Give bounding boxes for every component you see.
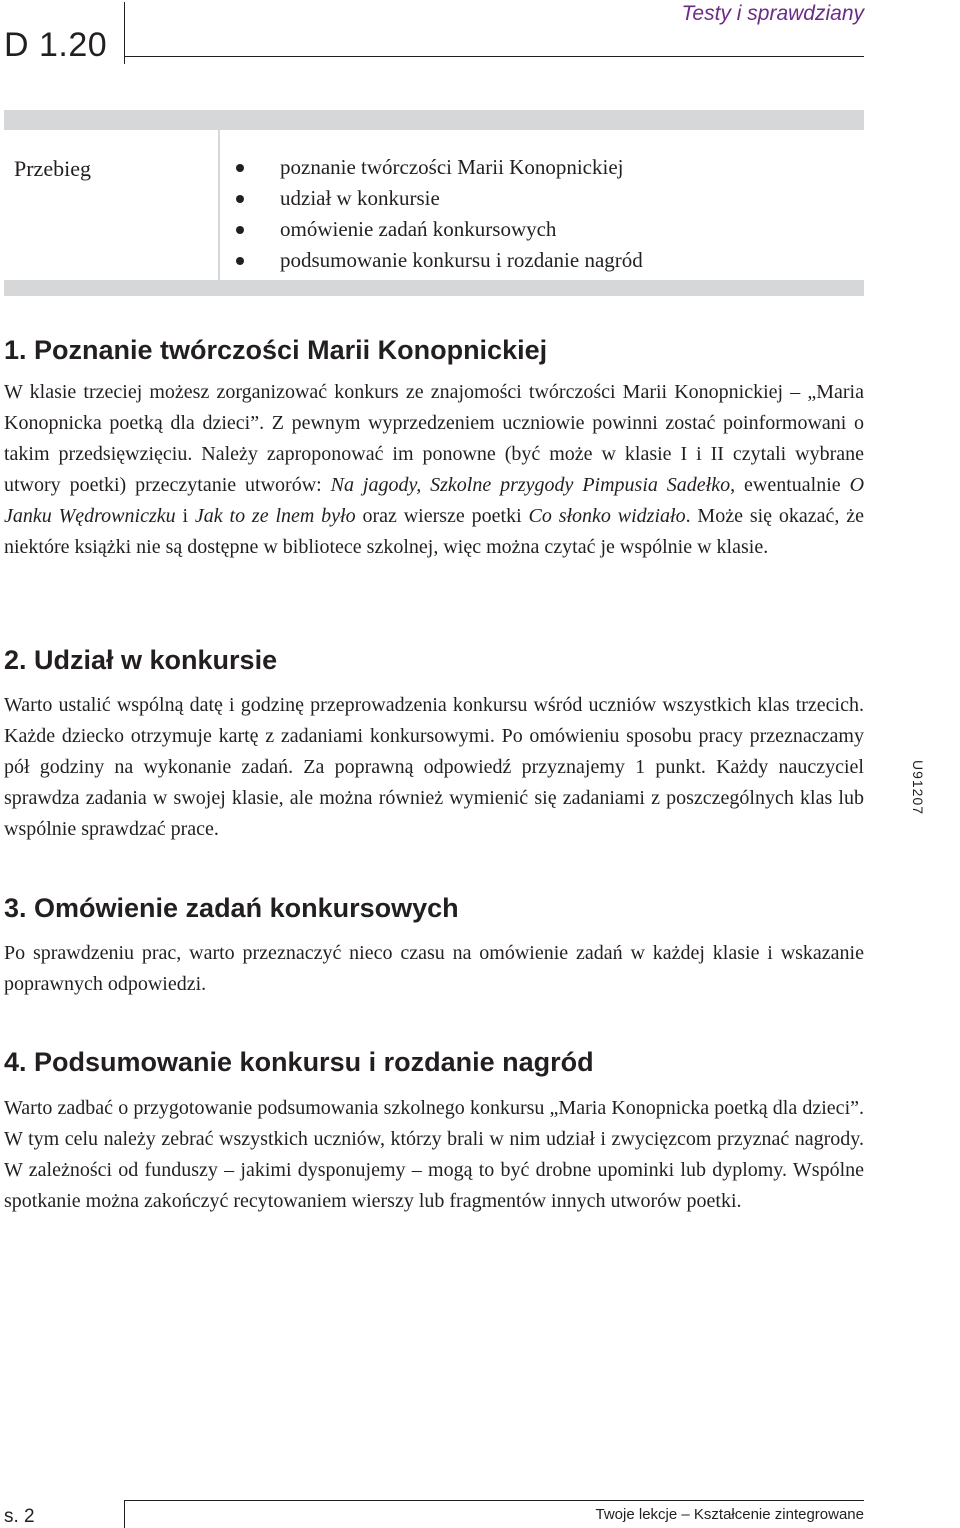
section-4 [4, 1046, 864, 1217]
paragraph-text: oraz wiersze poetki [355, 505, 529, 527]
bullet-icon [236, 226, 244, 234]
list-item [236, 245, 864, 276]
list-item-text: poznanie twórczości Marii Konopnickiej [280, 155, 624, 179]
list-item-text: podsumowanie konkursu i rozdanie nagród [280, 248, 643, 272]
paragraph-text: . Może się okazać, że niektóre książki nie są dostępne w bibliotece szkolnej, więc można czytać je wspólnie w klasie. [4, 505, 865, 558]
lesson-plan-items-cell [220, 130, 864, 280]
section-heading: 3. Omówienie zadań konkursowych [4, 893, 459, 923]
section-heading: 1. Poznanie twórczości Marii Konopnickiej [4, 335, 548, 365]
section-2 [4, 644, 864, 845]
bullet-icon [236, 195, 244, 203]
list-item-text: omówienie zadań konkursowych [280, 217, 557, 241]
paragraph-text: i [175, 505, 195, 527]
header-divider-horizontal [124, 56, 864, 57]
footer-divider-horizontal [124, 1500, 864, 1501]
page-number: s. 2 [4, 1506, 35, 1527]
lesson-plan-row [4, 130, 864, 280]
book-title: Na jagody, Szkolne przygody Pimpusia Sadełko [330, 474, 731, 496]
lesson-plan-label-cell [4, 130, 218, 280]
bullet-icon [236, 257, 244, 265]
section-heading: 4. Podsumowanie konkursu i rozdanie nagród [4, 1047, 594, 1077]
lesson-plan-table [4, 110, 864, 296]
lesson-plan-label: Przebieg [14, 156, 91, 181]
side-document-code: U91207 [910, 760, 926, 816]
header-divider-vertical [124, 2, 125, 64]
section-paragraph: Warto ustalić wspólną datę i godzinę przeprowadzenia konkursu wśród uczniów wszystkich klas trzecich. Każde dziecko otrzymuje kartę z zadaniami konkursowymi. Po omówieniu sposobu pracy przeznaczamy pół godziny na wykonanie zadań. Za poprawną odpowiedź przyznajemy 1 punkt. Każdy nauczyciel sprawdza zadania w swojej klasie, ale można również wymienić się zadaniami z poszczególnych klas lub wspólnie sprawdzać prace. [4, 694, 864, 840]
list-item [236, 152, 864, 183]
paragraph-text: W klasie trzeciej możesz zorganizować konkurs ze znajomości twórczości Marii Konopnickiej – „Maria Konopnicka poetką dla dzieci”. Z pewnym wyprzedzeniem uczniowie powinni zostać poinformowani o takim przedsięwzięciu. Należy zaproponować im ponowne (być może w klasie I i II czytali wybrane utwory poetki) przeczytanie utworów: [4, 381, 864, 496]
book-title: O Janku Wędrowniczku [4, 474, 865, 527]
bullet-icon [236, 164, 244, 172]
footer-title: Twoje lekcje – Kształcenie zintegrowane [595, 1506, 864, 1523]
footer-divider-vertical [124, 1500, 125, 1528]
book-title: Co słonko widziało [528, 505, 686, 527]
section-paragraph [4, 377, 864, 563]
section-paragraph: Warto zadbać o przygotowanie podsumowania szkolnego konkursu „Maria Konopnicka poetką dla dzieci”. W tym celu należy zebrać wszystkich uczniów, którzy brali w nim udział i zwycięzcom przyznać nagrody. W zależności od funduszy – jakimi dysponujemy – mogą to być drobne upominki lub dyplomy. Wspólne spotkanie można zakończyć recytowaniem wierszy lub fragmentów innych utworów poetki. [4, 1097, 864, 1212]
series-title: Testy i sprawdziany [681, 2, 864, 25]
section-1 [4, 334, 864, 563]
paragraph-text: , ewentualnie [730, 474, 850, 496]
list-item-text: udział w konkursie [280, 186, 440, 210]
list-item [236, 214, 864, 245]
section-paragraph: Po sprawdzeniu prac, warto przeznaczyć nieco czasu na omówienie zadań w każdej klasie i wskazanie poprawnych odpowiedzi. [4, 942, 864, 995]
section-heading: 2. Udział w konkursie [4, 645, 278, 675]
document-code: D 1.20 [4, 26, 108, 64]
list-item [236, 183, 864, 214]
lesson-plan-list [220, 130, 864, 276]
section-3 [4, 892, 864, 1000]
book-title: Jak to ze lnem było [194, 505, 356, 527]
